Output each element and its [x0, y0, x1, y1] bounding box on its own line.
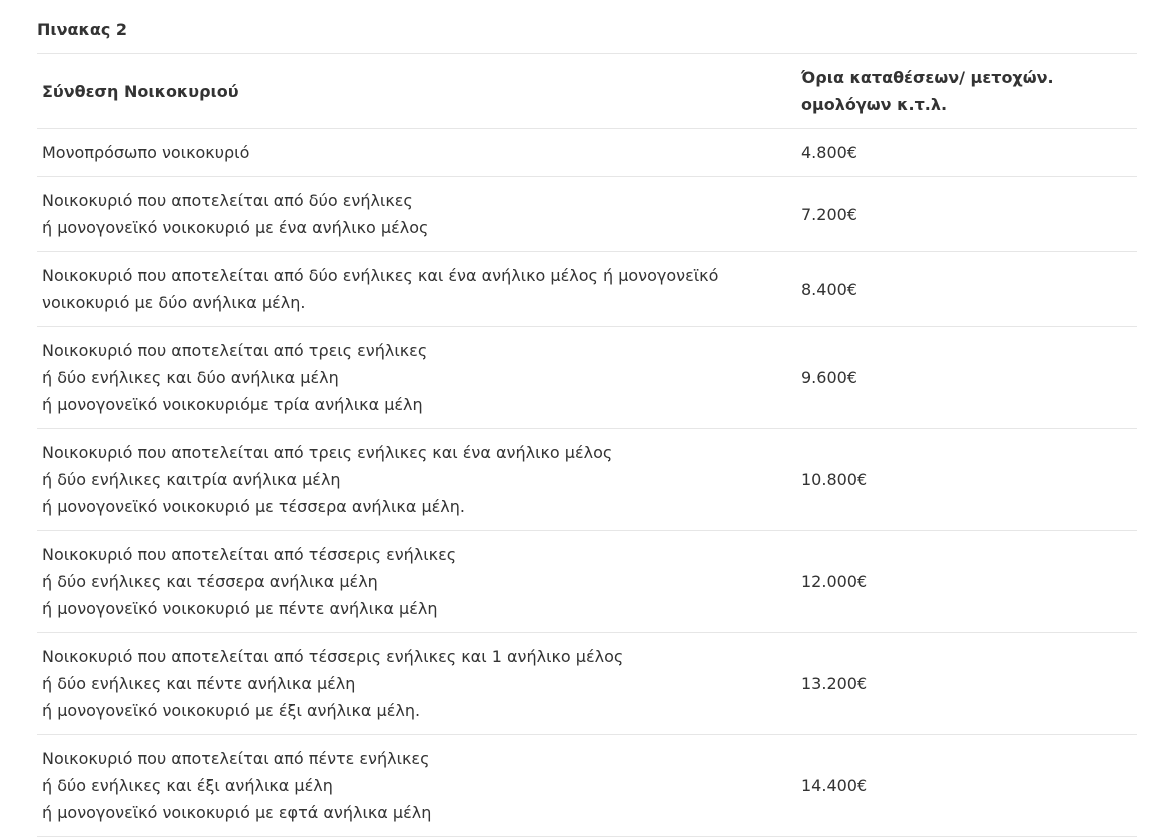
table-row	[37, 252, 1137, 327]
table-row	[37, 327, 1137, 429]
household-composition-cell: Νοικοκυριό που αποτελείται από τέσσερις ενήλικες και 1 ανήλικο μέλος ή δύο ενήλικες και πέντε ανήλικα μέλη ή μονογονεϊκό νοικοκυριό με έξι ανήλικα μέλη.	[37, 633, 796, 735]
header-household-composition: Σύνθεση Νοικοκυριού	[37, 54, 796, 129]
household-composition-cell: Νοικοκυριό που αποτελείται από τρεις ενήλικες ή δύο ενήλικες και δύο ανήλικα μέλη ή μονογονεϊκό νοικοκυριόμε τρία ανήλικα μέλη	[37, 327, 796, 429]
limit-cell: 8.400€	[796, 252, 1137, 327]
table-title: Πινακας 2	[37, 20, 128, 39]
limit-cell: 14.400€	[796, 735, 1137, 837]
table-row	[37, 177, 1137, 252]
limit-cell: 7.200€	[796, 177, 1137, 252]
household-composition-cell: Μονοπρόσωπο νοικοκυριό	[37, 129, 796, 177]
household-composition-cell: Νοικοκυριό που αποτελείται από τέσσερις ενήλικες ή δύο ενήλικες και τέσσερα ανήλικα μέλη ή μονογονεϊκό νοικοκυριό με πέντε ανήλικα μέλη	[37, 531, 796, 633]
table-row	[37, 429, 1137, 531]
table-row	[37, 531, 1137, 633]
table-row	[37, 633, 1137, 735]
household-limits-table	[37, 53, 1137, 837]
table-row	[37, 129, 1137, 177]
limit-cell: 13.200€	[796, 633, 1137, 735]
household-composition-cell: Νοικοκυριό που αποτελείται από τρεις ενήλικες και ένα ανήλικο μέλος ή δύο ενήλικες καιτρία ανήλικα μέλη ή μονογονεϊκό νοικοκυριό με τέσσερα ανήλικα μέλη.	[37, 429, 796, 531]
limit-cell: 4.800€	[796, 129, 1137, 177]
header-deposit-limits: Όρια καταθέσεων/ μετοχών. ομολόγων κ.τ.λ.	[796, 54, 1137, 129]
limit-cell: 10.800€	[796, 429, 1137, 531]
table-header-row	[37, 54, 1137, 129]
limit-cell: 9.600€	[796, 327, 1137, 429]
household-composition-cell: Νοικοκυριό που αποτελείται από δύο ενήλικες και ένα ανήλικο μέλος ή μονογονεϊκό νοικοκυριό με δύο ανήλικα μέλη.	[37, 252, 796, 327]
limit-cell: 12.000€	[796, 531, 1137, 633]
household-composition-cell: Νοικοκυριό που αποτελείται από δύο ενήλικες ή μονογονεϊκό νοικοκυριό με ένα ανήλικο μέλος	[37, 177, 796, 252]
table-row	[37, 735, 1137, 837]
household-composition-cell: Νοικοκυριό που αποτελείται από πέντε ενήλικες ή δύο ενήλικες και έξι ανήλικα μέλη ή μονογονεϊκό νοικοκυριό με εφτά ανήλικα μέλη	[37, 735, 796, 837]
